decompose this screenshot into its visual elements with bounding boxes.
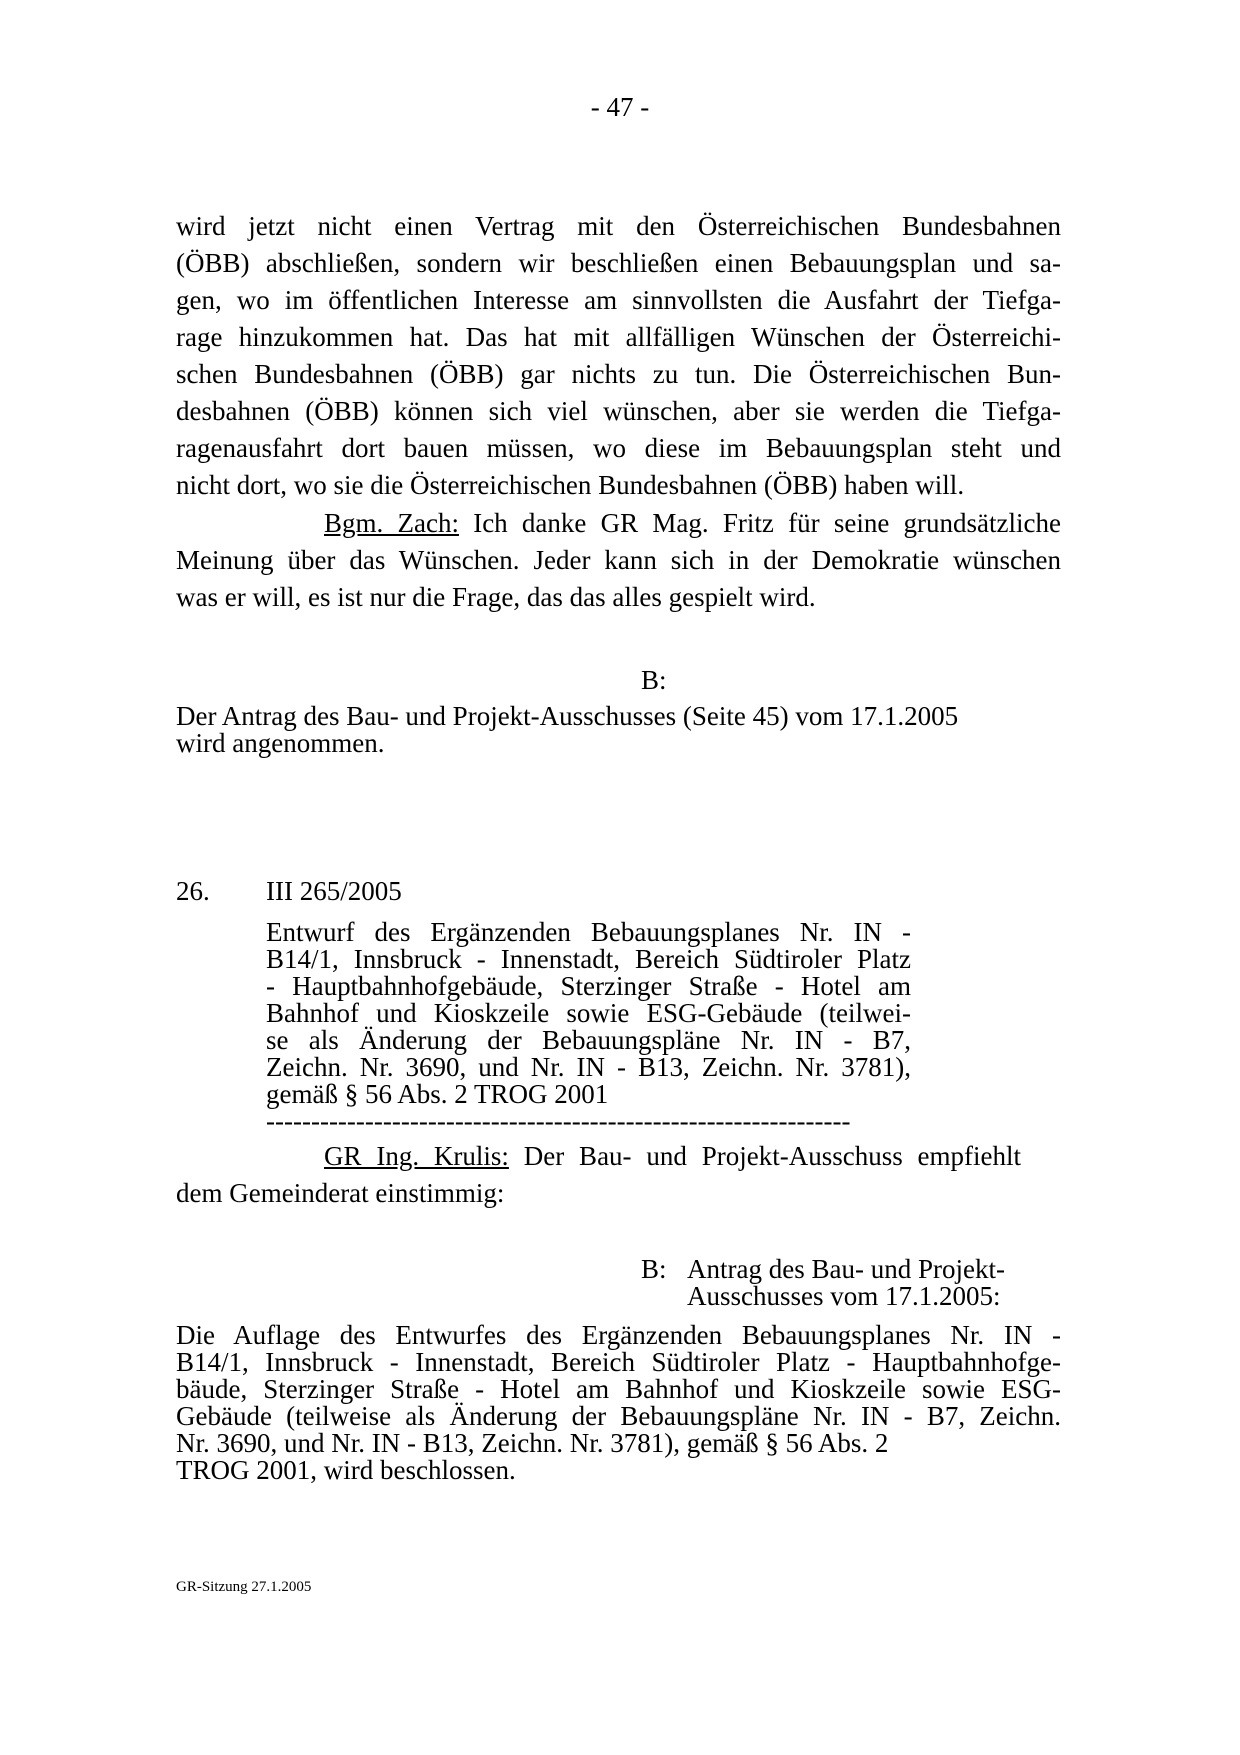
- text-line: ragenausfahrt dort bauen müssen, wo diese im Bebauungsplan steht und: [176, 433, 1061, 463]
- text-line: (ÖBB) abschließen, sondern wir beschließen einen Bebauungsplan und sa-: [176, 248, 1061, 278]
- text-line: B14/1, Innsbruck - Innenstadt, Bereich Südtiroler Platz - Hauptbahnhofge-: [176, 1347, 1061, 1377]
- text-line: - Hauptbahnhofgebäude, Sterzinger Straße - Hotel am: [266, 971, 911, 1001]
- item-title: [266, 919, 911, 1108]
- text-line: se als Änderung der Bebauungspläne Nr. IN - B7,: [266, 1025, 911, 1055]
- speech-text: Ich danke GR Mag. Fritz für seine grundsätzliche: [458, 508, 1061, 538]
- item-reference: III 265/2005: [266, 876, 402, 906]
- text-line: gen, wo im öffentlichen Interesse am sinnvollsten die Ausfahrt der Tiefga-: [176, 285, 1061, 315]
- text-line: desbahnen (ÖBB) können sich viel wünschen, aber sie werden die Tiefga-: [176, 396, 1061, 426]
- text-line: Meinung über das Wünschen. Jeder kann sich in der Demokratie wünschen: [176, 545, 1061, 575]
- text-line: wird angenommen.: [176, 728, 385, 758]
- resolution-label: B:: [641, 1254, 667, 1284]
- speaker-name: GR Ing. Krulis:: [324, 1141, 509, 1171]
- text-line: schen Bundesbahnen (ÖBB) gar nichts zu tun. Die Österreichischen Bun-: [176, 359, 1061, 389]
- text-line: Gebäude (teilweise als Änderung der Bebauungspläne Nr. IN - B7, Zeichn.: [176, 1401, 1061, 1431]
- intro-paragraph: [176, 208, 1061, 504]
- text-line: nicht dort, wo sie die Österreichischen Bundesbahnen (ÖBB) haben will.: [176, 470, 965, 500]
- text-line: dem Gemeinderat einstimmig:: [176, 1178, 505, 1208]
- text-line: Entwurf des Ergänzenden Bebauungsplanes Nr. IN -: [266, 917, 911, 947]
- resolution-text: [176, 1322, 1061, 1484]
- text-line: wird jetzt nicht einen Vertrag mit den Österreichischen Bundesbahnen: [176, 211, 1061, 241]
- text-line: Die Auflage des Entwurfes des Ergänzenden Bebauungsplanes Nr. IN -: [176, 1320, 1061, 1350]
- text-line: Zeichn. Nr. 3690, und Nr. IN - B13, Zeichn. Nr. 3781),: [266, 1052, 911, 1082]
- page-number: - 47 -: [590, 92, 650, 122]
- text-line: was er will, es ist nur die Frage, das das alles gespielt wird.: [176, 582, 816, 612]
- speech-mayor: [176, 505, 1061, 616]
- speech-first-line: [176, 1138, 1021, 1175]
- text-line: Antrag des Bau- und Projekt-: [687, 1254, 1005, 1284]
- text-line: bäude, Sterzinger Straße - Hotel am Bahnhof und Kioskzeile sowie ESG-: [176, 1374, 1061, 1404]
- speech-text: Der Bau- und Projekt-Ausschuss empfiehlt: [508, 1141, 1021, 1171]
- text-line: gemäß § 56 Abs. 2 TROG 2001: [266, 1079, 609, 1109]
- speaker-name: Bgm. Zach:: [324, 508, 459, 538]
- text-line: B14/1, Innsbruck - Innenstadt, Bereich Südtiroler Platz: [266, 944, 911, 974]
- footer: GR-Sitzung 27.1.2005: [176, 1579, 312, 1595]
- item-number: 26.: [176, 876, 210, 906]
- text-line: Nr. 3690, und Nr. IN - B13, Zeichn. Nr. 3781), gemäß § 56 Abs. 2: [176, 1428, 889, 1458]
- text-line: rage hinzukommen hat. Das hat mit allfälligen Wünschen der Österreichi-: [176, 322, 1061, 352]
- resolution-header: [687, 1256, 1005, 1310]
- speech-first-line: [176, 505, 1061, 542]
- text-line: TROG 2001, wird beschlossen.: [176, 1455, 516, 1485]
- speech-krulis: [176, 1138, 1021, 1212]
- resolution-label: B:: [641, 665, 667, 695]
- separator-line: -----------------------------------------------------------------: [266, 1108, 851, 1135]
- text-line: Ausschusses vom 17.1.2005:: [687, 1281, 1001, 1311]
- resolution-text: [176, 703, 958, 757]
- text-line: Bahnhof und Kioskzeile sowie ESG-Gebäude (teilwei-: [266, 998, 911, 1028]
- text-line: Der Antrag des Bau- und Projekt-Ausschusses (Seite 45) vom 17.1.2005: [176, 701, 959, 731]
